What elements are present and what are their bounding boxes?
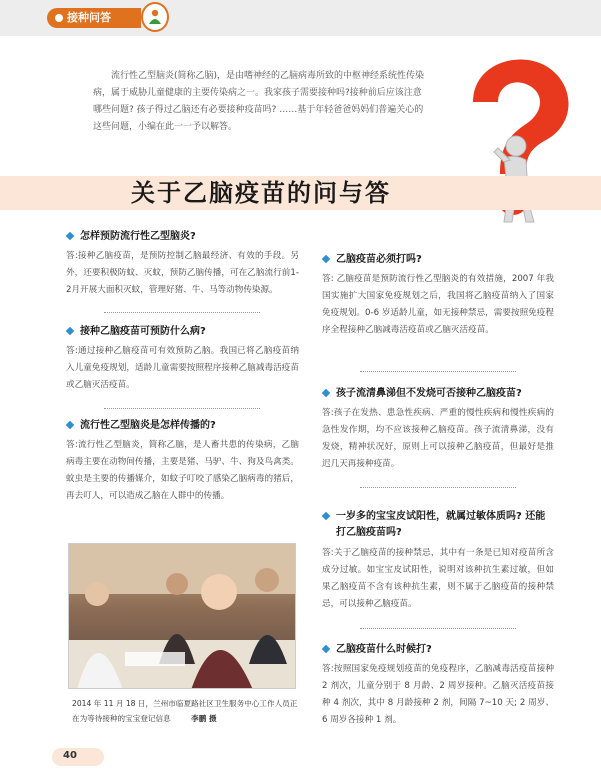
answer-text: 答:接种乙脑疫苗，是预防控制乙脑最经济、有效的手段。另外，还要积极防蚊、灭蚊，预防乙脑传播，可在乙脑流行前1-2月开展大面积灭蚊，管理好猪、牛、马等动物传染源。 [66,251,299,295]
question-heading [322,386,554,401]
qa-block-prevention [66,229,299,299]
answer-text: 答:按照国家免疫规划疫苗的免疫程序，乙脑减毒活疫苗接种 2 剂次，儿童分别于 8 月龄、2 周岁接种。乙脑灭活疫苗接种 4 剂次，其中 8 月龄接种 2 剂，间隔 7~10 天; 2 周岁、6 周岁各接种 1 剂。 [322,664,554,725]
divider [104,408,260,409]
diamond-bullet-icon [66,327,74,335]
answer-text: 答: 乙脑疫苗是预防流行性乙型脑炎的有效措施，2007 年我国实施扩大国家免疫规划之后，我国将乙脑疫苗纳入了国家免疫规划。0-6 岁适龄儿童，如无接种禁忌，需要按照免疫程序全程接种乙脑减毒活疫苗或乙脑灭活疫苗。 [322,274,554,335]
vaccination-photo [68,543,296,689]
page-title: 关于乙脑疫苗的问与答 [131,179,391,207]
answer-text: 答:流行性乙型脑炎，简称乙脑，是人畜共患的传染病，乙脑病毒主要在动物间传播，主要是猪、马驴、牛、狗及鸟禽类。蚊虫是主要的传播媒介，如蚊子叮咬了感染乙脑病毒的猪后，再去叮人，可以造成乙脑在人群中的传播。 [66,440,299,501]
diamond-bullet-icon [322,645,330,653]
caption-text: 2014 年 11 月 18 日，兰州市临夏路社区卫生服务中心工作人员正在为等待接种的宝宝登记信息 [72,699,298,723]
question-heading [66,418,299,433]
question-text: 怎样预防流行性乙型脑炎? [80,231,196,242]
page-number-pill [52,748,104,766]
question-text: 流行性乙型脑炎是怎样传播的? [80,420,216,431]
question-text: 一岁多的宝宝皮试阳性，就属过敏体质吗? 还能打乙脑疫苗吗? [336,511,546,538]
bullet-dot-icon [55,14,63,22]
qa-block-runny-nose [322,386,554,473]
question-heading [66,324,299,339]
question-text: 乙脑疫苗必须打吗? [336,254,422,265]
answer-text: 答:孩子在发热、患急性疾病、严重的慢性疾病和慢性疾病的急性发作期，均不应该接种乙脑疫苗。孩子流清鼻涕，没有发烧，精神状况好，原则上可以接种乙脑疫苗，但最好是推迟几天再接种疫苗。 [322,408,554,469]
question-text: 接种乙脑疫苗可预防什么病? [80,326,206,337]
diamond-bullet-icon [66,421,74,429]
diamond-bullet-icon [322,389,330,397]
answer-text: 答:通过接种乙脑疫苗可有效预防乙脑。我国已将乙脑疫苗纳入儿童免疫规划，适龄儿童需要按照程序接种乙脑减毒活疫苗或乙脑灭活疫苗。 [66,346,299,390]
section-tab [47,8,141,28]
diamond-bullet-icon [322,255,330,263]
intro-paragraph: 流行性乙型脑炎(简称乙脑)，是由嗜神经的乙脑病毒所致的中枢神经系统性传染病，属于威胁儿童健康的主要传染病之一。我家孩子需要接种吗?接种前后应该注意哪些问题? 孩子得过乙脑还有必要接种疫苗吗? ……基于年轻爸爸妈妈们普遍关心的这些问题，小编在此一一予以解答。 [93,71,425,132]
qa-block-allergy [322,509,554,613]
qa-block-schedule [322,642,554,729]
qa-block-transmission [66,418,299,505]
photo-caption [72,696,298,726]
answer-text: 答:关于乙脑疫苗的接种禁忌，其中有一条是已知对疫苗所含成分过敏。如宝宝皮试阳性，说明对该种抗生素过敏，但如果乙脑疫苗不含有该种抗生素，则不属于乙脑疫苗的接种禁忌，可以接种乙脑疫苗。 [322,548,554,609]
qa-block-necessity [322,252,554,339]
question-text: 孩子流清鼻涕但不发烧可否接种乙脑疫苗? [336,388,522,399]
page-number: 40 [63,750,77,761]
question-heading [66,229,299,244]
question-heading [322,509,554,541]
qa-block-disease [66,324,299,394]
section-label: 接种问答 [67,11,111,24]
question-text: 乙脑疫苗什么时候打? [336,644,432,655]
logo-icon [141,2,169,32]
diamond-bullet-icon [322,512,330,520]
question-heading [322,642,554,657]
divider [360,628,516,629]
caption-author: 李鹏 摄 [191,714,217,723]
question-heading [322,252,554,267]
divider [360,487,516,488]
divider [104,312,260,313]
divider [360,371,516,372]
diamond-bullet-icon [66,232,74,240]
